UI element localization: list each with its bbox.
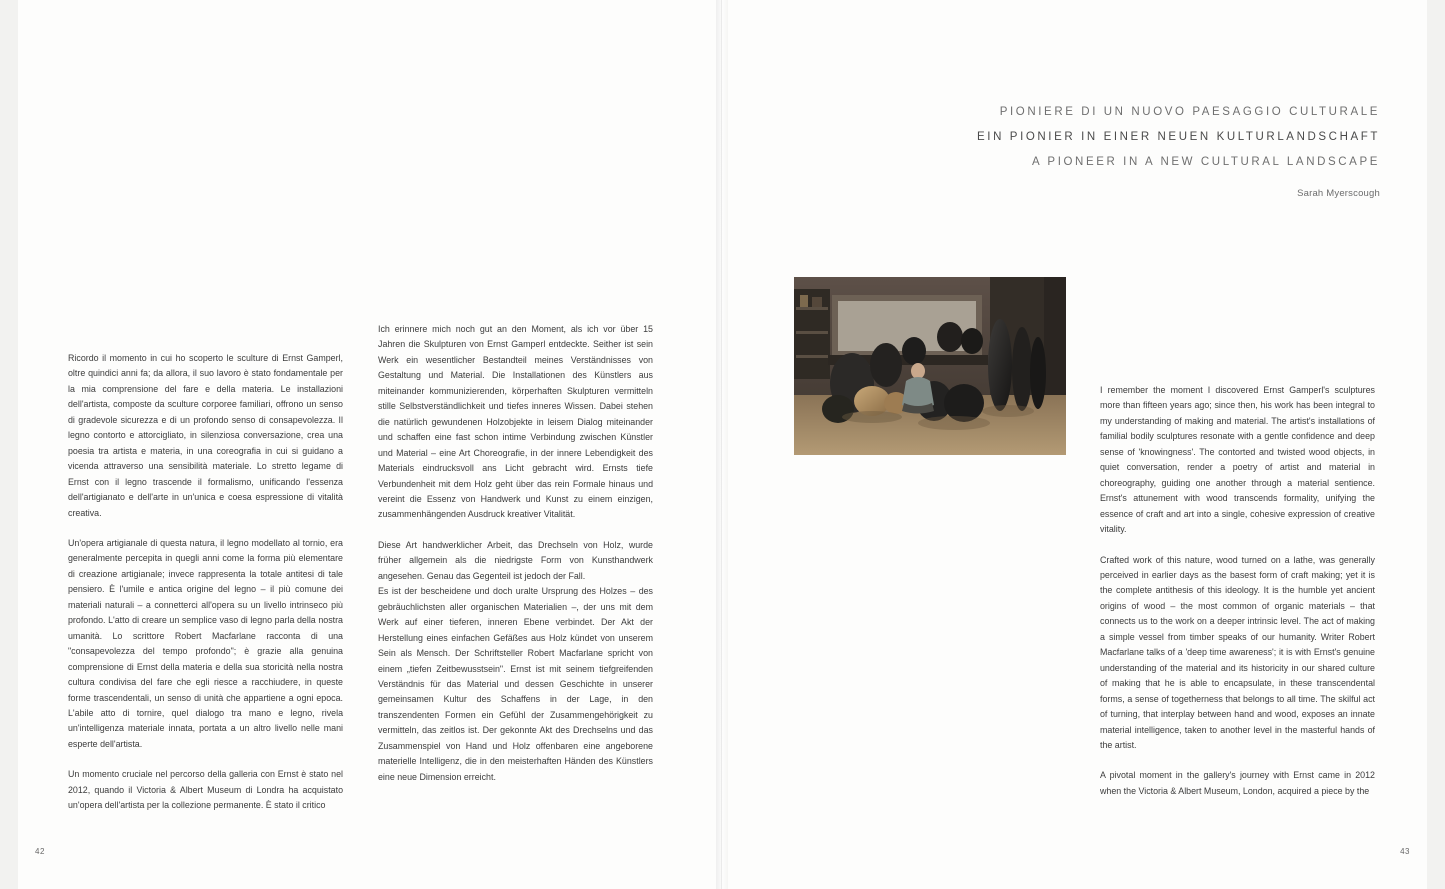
author-name: Sarah Myerscough xyxy=(1297,188,1380,199)
book-gutter-shadow xyxy=(716,0,728,889)
paragraph-en-1: I remember the moment I discovered Ernst Gamperl's sculptures more than fifteen years ago; since then, his work has been integral to my understanding of making and material. The artist's installations of familial bodily sculptures resonate with a gentle confidence and deep sense of 'knowingness'. The contorted and twisted wood objects, in quiet conversation, render a poetry of artist and material in choreography, guiding one another through a material sentience. Ernst's attunement with wood transcends formality, unifying the essence of craft and art into a single, cohesive expression of creative vitality. xyxy=(1100,385,1375,535)
text-column-english xyxy=(1100,383,1375,799)
page-edge-right xyxy=(1427,0,1445,889)
text-column-german xyxy=(378,322,653,785)
title-english: A PIONEER IN A NEW CULTURAL LANDSCAPE xyxy=(1032,156,1380,168)
paragraph-de-2: Diese Art handwerklicher Arbeit, das Drechseln von Holz, wurde früher allgemein als die niedrigste Form von Kunsthandwerk angesehen. Genau das Gegenteil ist jedoch der Fall. xyxy=(378,539,653,581)
folio-left: 42 xyxy=(35,847,45,856)
text-column-italian xyxy=(68,351,343,814)
title-german: EIN PIONIER IN EINER NEUEN KULTURLANDSCHAFT xyxy=(977,131,1380,143)
paragraph-it-1: Ricordo il momento in cui ho scoperto le sculture di Ernst Gamperl, oltre quindici anni fa; da allora, il suo lavoro è stato fondamentale per la mia comprensione del fare e della materia. Le installazioni dell'artista, composte da sculture corporee familiari, offrono un senso di gradevole sicurezza e di un profondo senso di consapevolezza. Il legno contorto e attorcigliato, in silenziosa conversazione, crea una poesia tra artista e materia, in una coreografia in cui si guidano a vicenda attraverso una sensibilità materiale. Lo stretto legame di Ernst con il legno trascende il formalismo, unificando l'essenza dell'artigianato e dell'arte in un'unica e coesa espressione di vitalità creativa. xyxy=(68,353,343,518)
photo-illustration xyxy=(794,277,1066,455)
paragraph-en-2: Crafted work of this nature, wood turned on a lathe, was generally perceived in earlier days as the basest form of craft making; yet it is the complete antithesis of this ideology. It is the humble yet ancient origins of wood – the most common of organic materials – that connects us to the work on a deeper intrinsic level. The act of making a simple vessel from timber speaks of our humanity. Writer Robert Macfarlane talks of a 'deep time awareness'; it is with Ernst's genuine understanding of the material and its historicity in our shared culture of making that he is able to encapsulate, in these transcendental forms, a sense of togetherness that belongs to all time. The skilful act of turning, that interplay between hand and wood, exposes an innate material intelligence, taken to another level in the masterful hands of the artist. xyxy=(1100,554,1375,750)
paragraph-de-1: Ich erinnere mich noch gut an den Moment, als ich vor über 15 Jahren die Skulpturen von Ernst Gamperl entdeckte. Seither ist sein Werk ein wesentlicher Bestandteil meines Verständnisses von Gestaltung und Material. Die Installationen des Künstlers aus miteinander kommunizierenden, körperhaften Skulpturen vermitteln stille Selbstverständlichkeit und tiefes inneres Wissen. Dabei stehen die natürlich gewundenen Holzobjekte in leisem Dialog miteinander und schaffen eine fast schon intime Verbindung zwischen Künstler und Material – eine Art Choreografie, in der innere Lebendigkeit des Materials eindrucksvoll ans Licht gebracht wird. Ernsts tiefe Verbundenheit mit dem Holz geht über das rein Formale hinaus und vereint die Essenz von Handwerk und Kunst zu einem einzigen, zusammenhängenden Ausdruck kreativer Vitalität. xyxy=(378,324,653,520)
page-edge-left xyxy=(0,0,18,889)
title-block xyxy=(740,100,1380,199)
paragraph-en-3: A pivotal moment in the gallery's journey with Ernst came in 2012 when the Victoria & Albert Museum, London, acquired a piece by the xyxy=(1100,770,1375,796)
paragraph-de-3: Es ist der bescheidene und doch uralte Ursprung des Holzes – des gebräuchlichsten aller organischen Materialien –, der uns mit dem Werk auf einer tieferen, inneren Ebene verbindet. Der Akt der Herstellung eines einfachen Gefäßes aus Holz kündet von unserem Sein als Mensch. Der Schriftsteller Robert Macfarlane spricht von einem „tiefen Zeitbewusstsein". Ernst ist mit seinem tiefgreifenden Verständnis für das Material und dessen Geschichte in unserer gemeinsamen Kultur des Schaffens in der Lage, in den transzendenten Formen ein Gefühl der Zusammengehörigkeit zu vermitteln, das zeitlos ist. Der gekonnte Akt des Drechselns und das Zusammenspiel von Hand und Holz offenbaren eine angeborene materielle Intelligenz, die in den meisterhaften Händen des Künstlers eine neue Dimension erreicht. xyxy=(378,586,653,782)
workshop-photograph xyxy=(794,277,1066,455)
folio-right: 43 xyxy=(1400,847,1410,856)
paragraph-it-2: Un'opera artigianale di questa natura, il legno modellato al tornio, era generalmente percepita in quegli anni come la forma più elementare di creazione artigianale; invece rappresenta la totale antitesi di tale pensiero. È l'umile e antica origine del legno – il più comune dei materiali naturali – a connetterci all'opera su un livello intrinseco più profondo. L'atto di creare un semplice vaso di legno parla della nostra umanità. Lo scrittore Robert Macfarlane racconta di una "consapevolezza del tempo profondo"; è grazie alla genuina comprensione di Ernst della materia e della sua storicità nella nostra cultura condivisa del fare che egli riesce a racchiudere, in queste forme trascendentali, un senso di unità che appartiene a ogni epoca. L'abile atto di tornire, quel dialogo tra mano e legno, rivela un'intelligenza materiale innata, portata a un altro livello nelle mani esperte dell'artista. xyxy=(68,537,343,749)
title-italian: PIONIERE DI UN NUOVO PAESAGGIO CULTURALE xyxy=(999,106,1380,118)
paragraph-it-3: Un momento cruciale nel percorso della galleria con Ernst è stato nel 2012, quando il Victoria & Albert Museum di Londra ha acquistato un'opera dell'artista per la collezione permanente. È stato il critico xyxy=(68,769,343,811)
